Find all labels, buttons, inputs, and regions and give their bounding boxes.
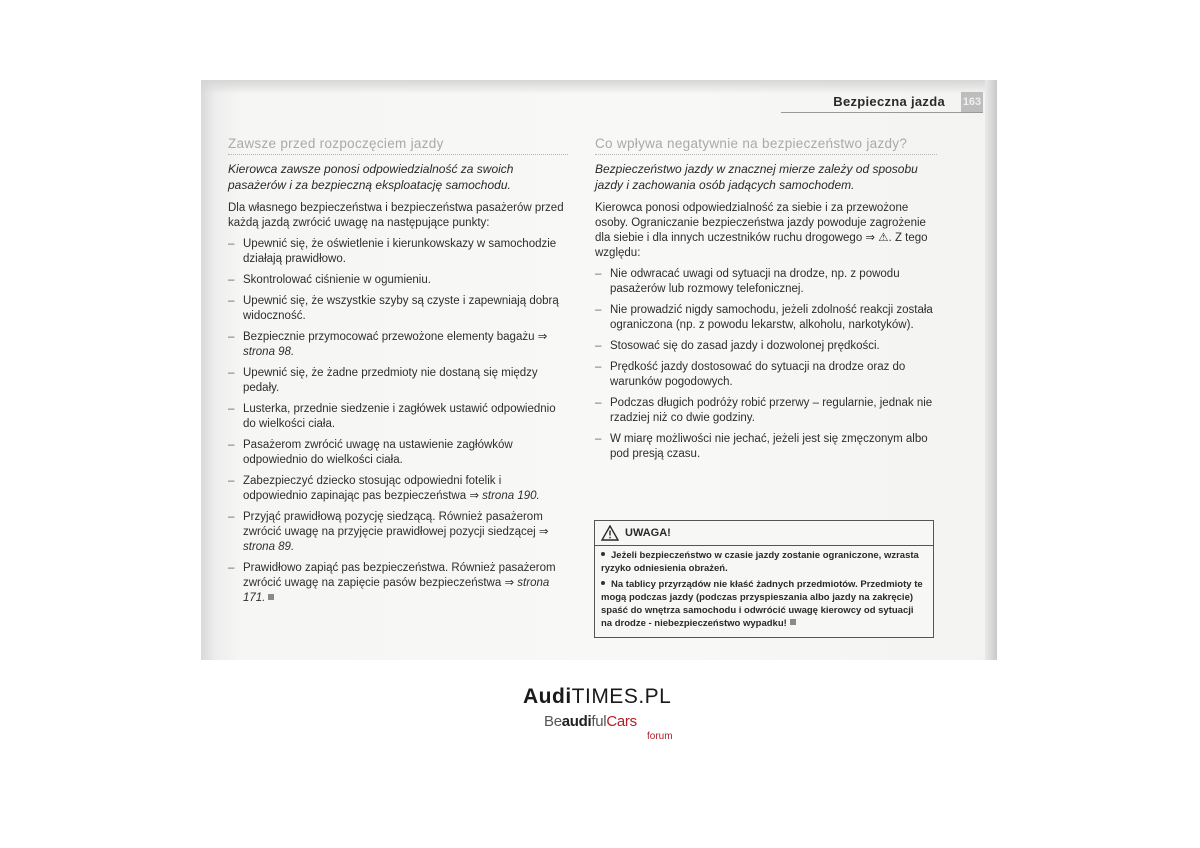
list-item: – Przyjąć prawidłową pozycję siedzącą. Również pasażerom zwrócić uwagę na przyjęcie prawidłowej pozycji siedzącej ⇒ strona 89.: [228, 510, 568, 555]
right-lead: Bezpieczeństwo jazdy w znacznej mierze zależy od sposobu jazdy i zachowania osób jadących samochodem.: [595, 162, 918, 192]
warning-box: [594, 520, 934, 638]
page-reference: strona 171.: [243, 577, 550, 604]
section-title: Bezpieczna jazda: [833, 94, 945, 109]
list-item: – Upewnić się, że żadne przedmioty nie dostaną się między pedały.: [228, 366, 568, 396]
list-item: – Prędkość jazdy dostosować do sytuacji na drodze oraz do warunków pogodowych.: [595, 360, 937, 390]
page-number: 163: [961, 92, 983, 112]
list-item: – Podczas długich podróży robić przerwy – regularnie, jednak nie rzadziej niż co dwie godziny.: [595, 396, 937, 426]
left-column: [228, 136, 568, 612]
right-intro: Kierowca ponosi odpowiedzialność za siebie i za przewożone osoby. Ograniczanie bezpieczeństwa jazdy powoduje zagrożenie dla siebie i dla innych uczestników ruchu drogowego ⇒ ⚠. Z tego względu:: [595, 202, 928, 259]
warning-title: UWAGA!: [625, 527, 671, 539]
auditimes-logo: AudiTIMES.PL: [523, 685, 672, 708]
end-of-section-icon: [790, 619, 796, 625]
page-reference: strona 190.: [482, 490, 540, 502]
list-item: – Nie prowadzić nigdy samochodu, jeżeli zdolność reakcji została ograniczona (np. z powodu lekarstw, alkoholu, narkotyków).: [595, 303, 937, 333]
left-list: [228, 237, 568, 606]
forum-label: forum: [647, 731, 673, 742]
right-column: [595, 136, 937, 468]
bullet-icon: [601, 552, 605, 556]
bullet-icon: [601, 581, 605, 585]
right-list: [595, 267, 937, 462]
list-item: – W miarę możliwości nie jechać, jeżeli jest się zmęczonym albo pod presją czasu.: [595, 432, 937, 462]
list-item: – Bezpiecznie przymocować przewożone elementy bagażu ⇒ strona 98.: [228, 330, 568, 360]
scanned-page: [201, 80, 997, 660]
beaudifulcars-logo: BeaudifulCars: [544, 713, 637, 730]
end-of-section-icon: [268, 594, 274, 600]
list-item: – Prawidłowo zapiąć pas bezpieczeństwa. Również pasażerom zwrócić uwagę na zapięcie pasów bezpieczeństwa ⇒ strona 171.: [228, 561, 568, 606]
list-item: – Upewnić się, że wszystkie szyby są czyste i zapewniają dobrą widoczność.: [228, 294, 568, 324]
warning-header: [595, 521, 933, 546]
warning-body: [595, 546, 933, 637]
list-item: – Zabezpieczyć dziecko stosując odpowiedni fotelik i odpowiednio zapinając pas bezpieczeństwa ⇒ strona 190.: [228, 474, 568, 504]
list-item: – Pasażerom zwrócić uwagę na ustawienie zagłówków odpowiednio do wielkości ciała.: [228, 438, 568, 468]
warning-triangle-icon: [601, 525, 619, 541]
list-item: – Nie odwracać uwagi od sytuacji na drodze, np. z powodu pasażerów lub rozmowy telefonicznej.: [595, 267, 937, 297]
warning-point: Jeżeli bezpieczeństwo w czasie jazdy zostanie ograniczone, wzrasta ryzyko odniesienia obrażeń.: [601, 550, 919, 574]
page-edge: [985, 80, 997, 660]
left-title: Zawsze przed rozpoczęciem jazdy: [228, 136, 568, 155]
list-item: – Lusterka, przednie siedzenie i zagłówek ustawić odpowiednio do wielkości ciała.: [228, 402, 568, 432]
left-lead: Kierowca zawsze ponosi odpowiedzialność za swoich pasażerów i za bezpieczną eksploatację samochodu.: [228, 162, 514, 192]
list-item: – Skontrolować ciśnienie w ogumieniu.: [228, 273, 568, 288]
list-item: – Stosować się do zasad jazdy i dozwolonej prędkości.: [595, 339, 937, 354]
list-item: – Upewnić się, że oświetlenie i kierunkowskazy w samochodzie działają prawidłowo.: [228, 237, 568, 267]
page-reference: strona 89.: [243, 541, 295, 553]
right-title: Co wpływa negatywnie na bezpieczeństwo jazdy?: [595, 136, 937, 155]
warning-point: Na tablicy przyrządów nie kłaść żadnych przedmiotów. Przedmioty te mogą podczas jazdy (podczas przyspieszania albo jazdy na zakręcie) spaść do wnętrza samochodu i odwrócić uwagę kierowcy od sytuacji na drodze - niebezpieczeństwo wypadku!: [601, 579, 923, 629]
left-intro: Dla własnego bezpieczeństwa i bezpieczeństwa pasażerów przed każdą jazdą zwrócić uwagę na następujące punkty:: [228, 202, 564, 229]
page-reference: strona 98.: [243, 346, 295, 358]
